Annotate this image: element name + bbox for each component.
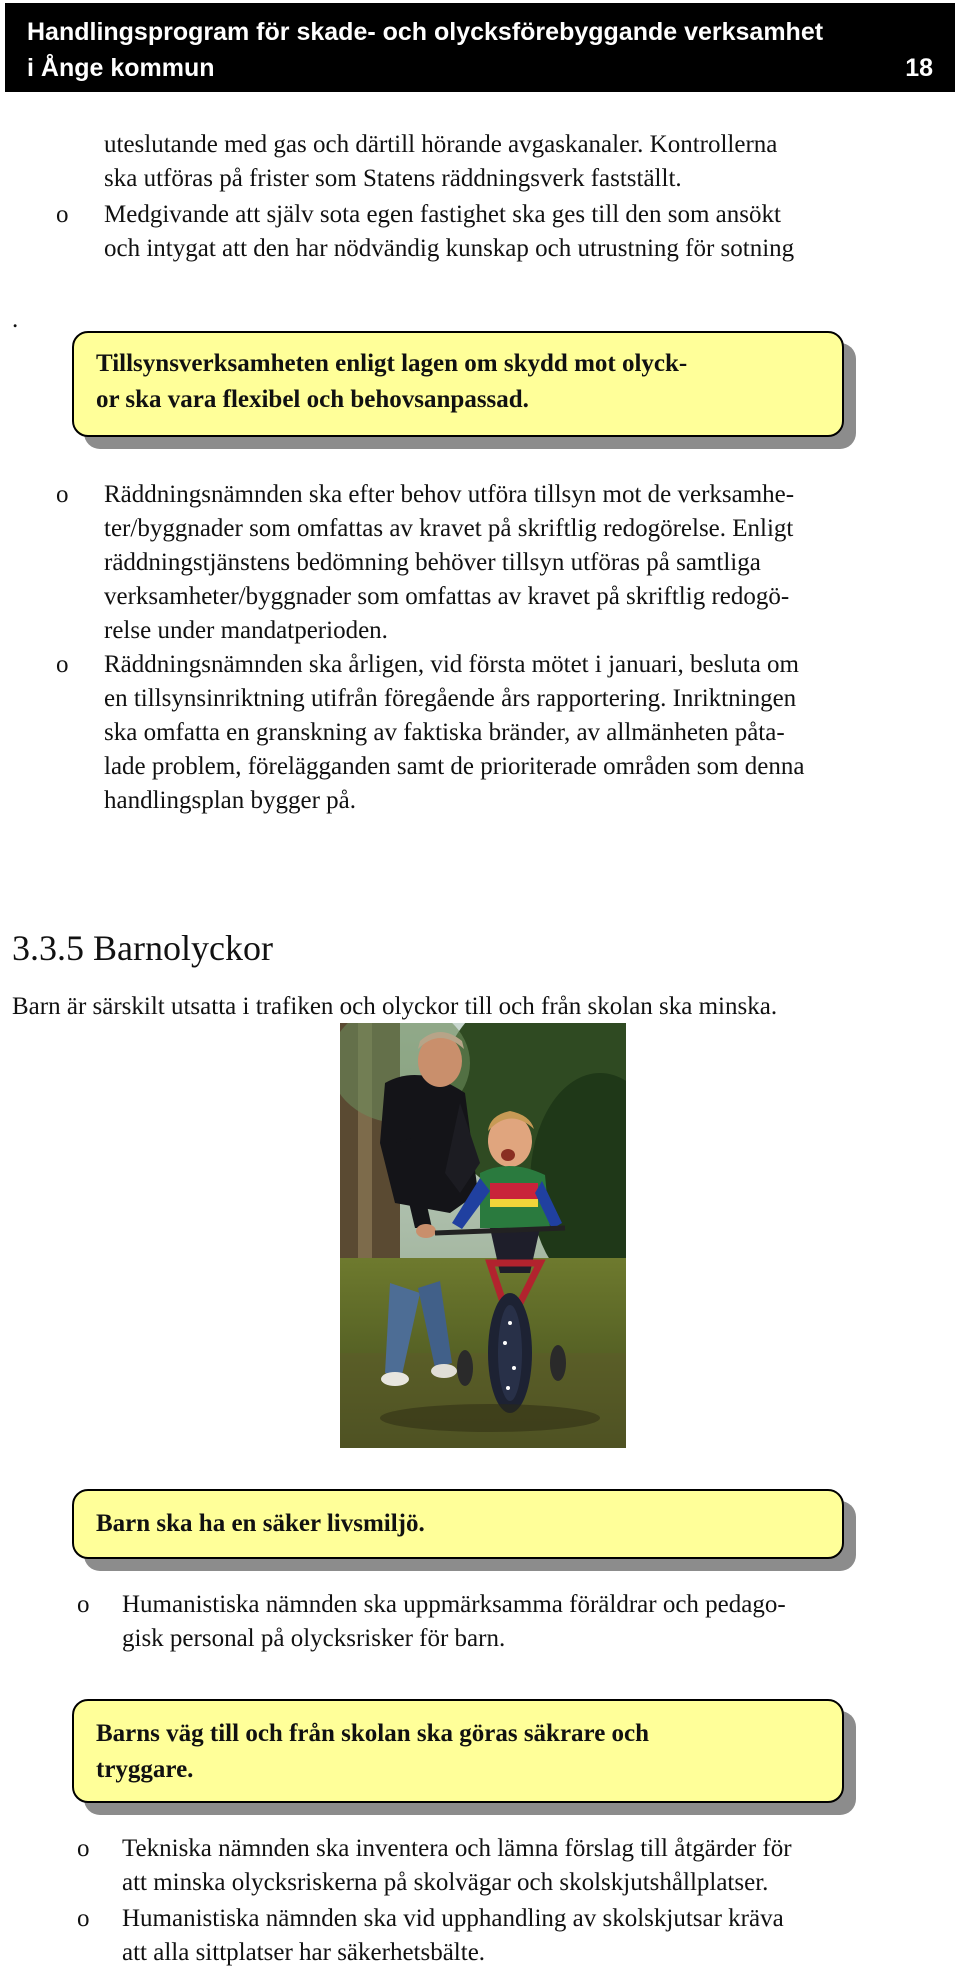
list-item-line: verksamheter/byggnader som omfattas av kravet på skriftlig redogö- <box>104 583 790 610</box>
list-item-line: gisk personal på olycksrisker för barn. <box>122 1625 506 1652</box>
list-item-line: Räddningsnämnden ska efter behov utföra tillsyn mot de verksamhe- <box>104 481 795 508</box>
list-item-line: Humanistiska nämnden ska vid upphandling av skolskjutsar kräva <box>122 1905 784 1932</box>
header-title-line1: Handlingsprogram för skade- och olycksförebyggande verksamhet <box>27 18 824 46</box>
bullet-marker: o <box>77 1835 90 1862</box>
sotning-line-1: Medgivande att själv sota egen fastighet ska ges till den som ansökt <box>104 201 781 228</box>
continued-line-2: ska utföras på frister som Statens räddningsverk fastställt. <box>104 165 682 192</box>
bullet-marker: o <box>56 201 69 228</box>
continued-line-1: uteslutande med gas och därtill hörande avgaskanaler. Kontrollerna <box>104 131 778 158</box>
section-intro: Barn är särskilt utsatta i trafiken och olyckor till och från skolan ska minska. <box>12 993 778 1020</box>
bullet-marker: o <box>77 1905 90 1932</box>
callout-box-skolvag <box>72 1699 844 1803</box>
list-item <box>122 1588 952 1656</box>
header-row2 <box>27 50 933 86</box>
list-item-line: Humanistiska nämnden ska uppmärksamma föräldrar och pedago- <box>122 1591 786 1618</box>
bullet-marker: o <box>56 651 69 678</box>
page-number: 18 <box>905 54 933 82</box>
bullet-marker: o <box>56 481 69 508</box>
list-item-line: handlingsplan bygger på. <box>104 787 357 814</box>
callout-line-2: or ska vara flexibel och behovsanpassad. <box>96 386 529 413</box>
header-title-line2: i Ånge kommun <box>27 54 215 82</box>
list-item <box>104 478 952 648</box>
callout-line-2: tryggare. <box>96 1756 194 1783</box>
list-item <box>122 1832 952 1900</box>
photo-father-child-bicycle <box>340 1023 626 1448</box>
list-item-line: att alla sittplatser har säkerhetsbälte. <box>122 1939 486 1966</box>
list-item <box>122 1902 952 1970</box>
list-item-line: en tillsynsinriktning utifrån föregående års rapportering. Inriktningen <box>104 685 797 712</box>
page-header <box>5 3 955 92</box>
list-item-line: ska omfatta en granskning av faktiska bränder, av allmänheten påta- <box>104 719 785 746</box>
callout-line-1: Barn ska ha en säker livsmiljö. <box>96 1510 425 1537</box>
bullet-marker: o <box>77 1591 90 1618</box>
section-heading: 3.3.5 Barnolyckor <box>12 928 273 968</box>
list-item-line: Räddningsnämnden ska årligen, vid första mötet i januari, besluta om <box>104 651 799 678</box>
sotning-line-2: och intygat att den har nödvändig kunskap och utrustning för sotning <box>104 235 795 262</box>
list-item-line: att minska olycksriskerna på skolvägar och skolskjutshållplatser. <box>122 1869 769 1896</box>
list-item <box>104 648 952 818</box>
stray-dot: . <box>12 306 19 333</box>
callout-box-tillsyn <box>72 331 844 437</box>
callout-line-1: Tillsynsverksamheten enligt lagen om skydd mot olyck- <box>96 350 688 377</box>
list-item-line: Tekniska nämnden ska inventera och lämna förslag till åtgärder för <box>122 1835 792 1862</box>
list-item-line: relse under mandatperioden. <box>104 617 388 644</box>
list-item-line: lade problem, förelägganden samt de prioriterade områden som denna <box>104 753 805 780</box>
callout-line-1: Barns väg till och från skolan ska göras säkrare och <box>96 1720 650 1747</box>
list-item-line: ter/byggnader som omfattas av kravet på skriftlig redogörelse. Enligt <box>104 515 794 542</box>
callout-box-livsmiljo <box>72 1489 844 1559</box>
list-item-line: räddningstjänstens bedömning behöver tillsyn utföras på samtliga <box>104 549 761 576</box>
